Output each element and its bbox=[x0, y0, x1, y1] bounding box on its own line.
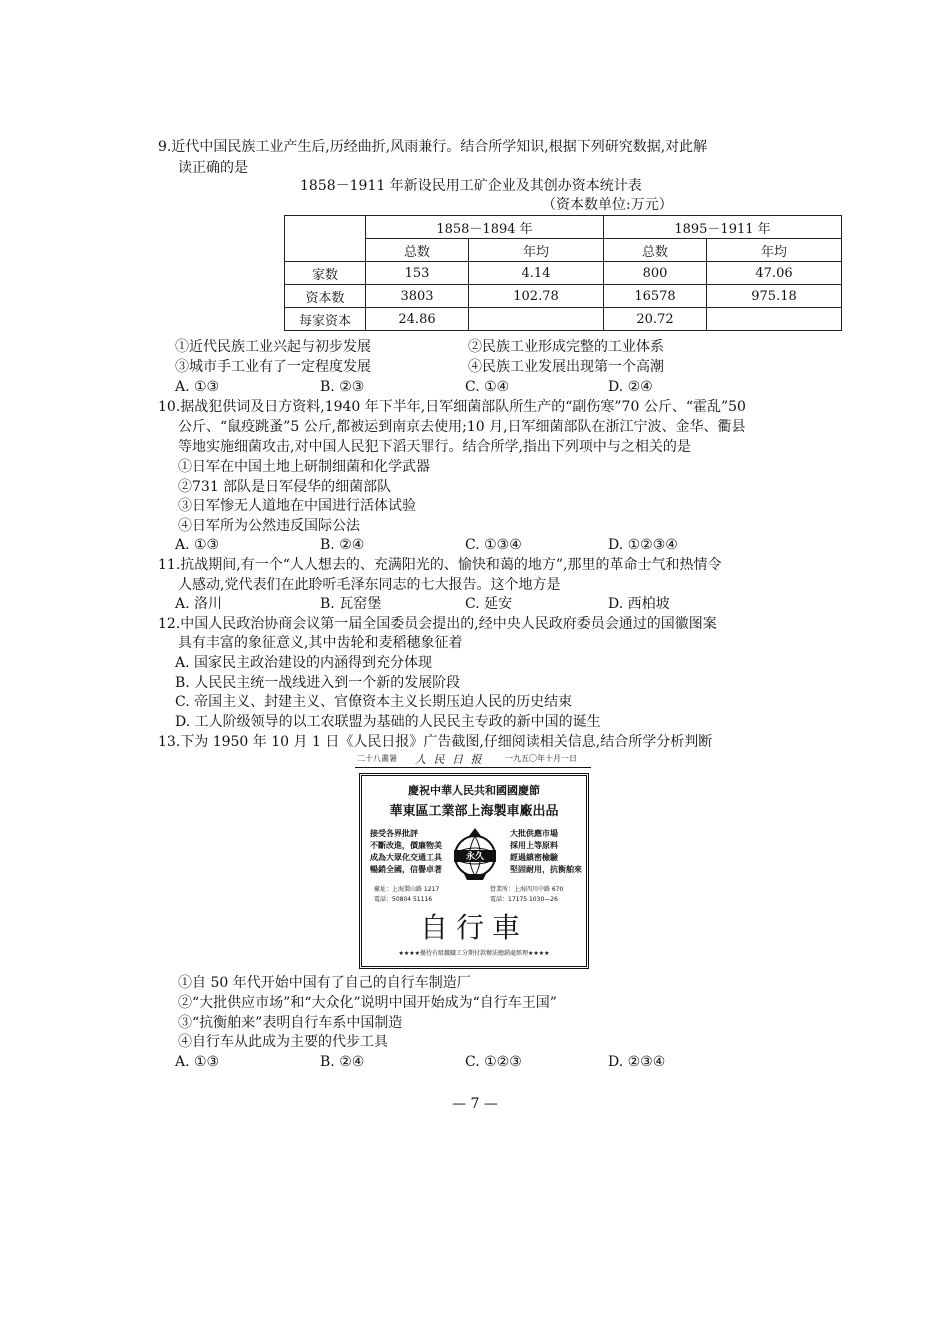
table-cell bbox=[707, 308, 842, 331]
table-cell: 3803 bbox=[366, 285, 469, 308]
ad-line2: 華東區工業部上海製車廠出品 bbox=[389, 804, 559, 819]
table-row bbox=[285, 285, 842, 308]
q10-stem-line1: 10.据战犯供词及日方资料,1940 年下半年,日军细菌部队所生产的“副伤寒”70 公斤、“霍乱”50 bbox=[158, 399, 746, 415]
table-row bbox=[285, 216, 842, 239]
table-cell: 20.72 bbox=[604, 308, 707, 331]
table-row-label: 家数 bbox=[285, 262, 366, 285]
table-col-header: 总数 bbox=[366, 239, 469, 262]
q13-option-a: A. ①③ bbox=[175, 1054, 220, 1070]
table-cell: 800 bbox=[604, 262, 707, 285]
q10-statement-4: ④日军所为公然违反国际公法 bbox=[178, 518, 360, 534]
table-cell: 16578 bbox=[604, 285, 707, 308]
q13-statement-4: ④自行车从此成为主要的代步工具 bbox=[178, 1034, 388, 1050]
ad-footer: ★★★★優待有組織職工分期付款辦法總銷處經理★★★★ bbox=[398, 950, 550, 957]
q11-option-b: B. 瓦窑堡 bbox=[320, 596, 382, 612]
ad-right-text: 大批供應市場 bbox=[510, 829, 558, 838]
q11-option-c: C. 延安 bbox=[465, 596, 513, 612]
ad-left-text: 不斷改進，價廉物美 bbox=[370, 841, 442, 850]
ad-tel-right: 電話：17175 1030—26 bbox=[490, 896, 558, 903]
q9-statement-1: ①近代民族工业兴起与初步发展 bbox=[175, 339, 371, 355]
q9-statement-4: ④民族工业发展出现第一个高潮 bbox=[468, 359, 664, 375]
ad-addr-left: 廠址：上海製山路 1217 bbox=[374, 886, 440, 893]
ad-header-date: 一九五〇年十月一日 bbox=[505, 754, 577, 763]
table-corner bbox=[285, 216, 366, 262]
q10-stem-line3: 等地实施细菌攻击,对中国人民犯下滔天罪行。结合所学,指出下列项中与之相关的是 bbox=[178, 439, 691, 455]
q10-option-b: B. ②④ bbox=[320, 537, 365, 553]
table-row bbox=[285, 308, 842, 331]
table-cell: 4.14 bbox=[469, 262, 604, 285]
q10-option-d: D. ①②③④ bbox=[608, 537, 678, 553]
q13-statement-2: ②“大批供应市场”和“大众化”说明中国开始成为“自行车王国” bbox=[178, 995, 557, 1011]
ad-line1: 慶祝中華人民共和國國慶節 bbox=[408, 784, 540, 797]
table-row-label: 资本数 bbox=[285, 285, 366, 308]
newspaper-ad-image bbox=[355, 751, 591, 969]
q12-stem-line2: 具有丰富的象征意义,其中齿轮和麦稻穗象征着 bbox=[178, 635, 463, 651]
q10-option-a: A. ①③ bbox=[175, 537, 220, 553]
q11-stem-line2: 人感动,党代表们在此聆听毛泽东同志的七大报告。这个地方是 bbox=[178, 577, 561, 593]
table-period-header: 1858－1894 年 bbox=[366, 216, 604, 239]
q9-option-d: D. ②④ bbox=[608, 379, 653, 395]
q12-option-d: D. 工人阶级领导的以工农联盟为基础的人民民主专政的新中国的诞生 bbox=[175, 714, 601, 730]
q10-option-c: C. ①③④ bbox=[465, 537, 522, 553]
q13-statement-1: ①自 50 年代开始中国有了自己的自行车制造厂 bbox=[178, 975, 471, 991]
q9-table-unit: （资本数单位:万元） bbox=[542, 197, 673, 213]
q9-option-b: B. ②③ bbox=[320, 379, 365, 395]
ad-left-text: 成為大眾化交通工具 bbox=[370, 853, 442, 862]
q13-stem-line1: 13.下为 1950 年 10 月 1 日《人民日报》广告截图,仔细阅读相关信息,结合所学分析判断 bbox=[158, 734, 713, 750]
q12-option-c: C. 帝国主义、封建主义、官僚资本主义长期压迫人民的历史结束 bbox=[175, 694, 573, 710]
ad-header-left: 二十八畫暑 bbox=[357, 754, 397, 763]
table-row bbox=[285, 239, 842, 262]
q10-statement-3: ③日军惨无人道地在中国进行活体试验 bbox=[178, 498, 416, 514]
table-period-header: 1895－1911 年 bbox=[604, 216, 842, 239]
q9-stem-line1: 9.近代中国民族工业产生后,历经曲折,风雨兼行。结合所学知识,根据下列研究数据,对此解 bbox=[158, 139, 708, 155]
table-row bbox=[285, 262, 842, 285]
globe-emblem-icon bbox=[450, 826, 500, 882]
table-col-header: 年均 bbox=[469, 239, 604, 262]
q11-option-a: A. 洛川 bbox=[175, 596, 223, 612]
ad-right-text: 經過縝密檢驗 bbox=[510, 853, 558, 862]
q10-statement-2: ②731 部队是日军侵华的细菌部队 bbox=[178, 479, 392, 495]
table-cell: 47.06 bbox=[707, 262, 842, 285]
table-col-header: 总数 bbox=[604, 239, 707, 262]
q12-option-a: A. 国家民主政治建设的内涵得到充分体现 bbox=[175, 655, 433, 671]
q9-table-title: 1858－1911 年新设民用工矿企业及其创办资本统计表 bbox=[300, 178, 642, 194]
q11-option-d: D. 西柏坡 bbox=[608, 596, 670, 612]
q12-option-b: B. 人民民主统一战线进入到一个新的发展阶段 bbox=[175, 675, 461, 691]
q9-stats-table bbox=[284, 215, 842, 331]
table-col-header: 年均 bbox=[707, 239, 842, 262]
ad-brand: 永久 bbox=[465, 852, 485, 862]
table-cell: 102.78 bbox=[469, 285, 604, 308]
ad-addr-right: 營業所：上海四川中路 670 bbox=[490, 886, 564, 893]
ad-tel-left: 電話：50804 51116 bbox=[374, 896, 433, 903]
ad-right-text: 堅固耐用，抗衡舶來 bbox=[510, 865, 582, 874]
q9-statement-2: ②民族工业形成完整的工业体系 bbox=[468, 339, 664, 355]
q10-stem-line2: 公斤、“鼠疫跳蚤”5 公斤,都被运到南京去使用;10 月,日军细菌部队在浙江宁波、金华、衢县 bbox=[178, 419, 746, 435]
table-row-label: 每家资本 bbox=[285, 308, 366, 331]
ad-left-text: 接受各界批評 bbox=[370, 829, 418, 838]
ad-right-text: 採用上等原料 bbox=[510, 841, 558, 850]
ad-product-name: 自行車 bbox=[419, 911, 528, 944]
ad-header-paper: 人 民 日 报 bbox=[415, 753, 484, 766]
q13-option-b: B. ②④ bbox=[320, 1054, 365, 1070]
q11-stem-line1: 11.抗战期间,有一个“人人想去的、充满阳光的、愉快和蔼的地方”,那里的革命士气和热情令 bbox=[158, 557, 722, 573]
q12-stem-line1: 12.中国人民政治协商会议第一届全国委员会提出的,经中央人民政府委员会通过的国徽图案 bbox=[158, 616, 717, 632]
q9-option-a: A. ①③ bbox=[175, 379, 220, 395]
table-cell: 153 bbox=[366, 262, 469, 285]
q10-statement-1: ①日军在中国土地上研制细菌和化学武器 bbox=[178, 459, 430, 475]
q9-statement-3: ③城市手工业有了一定程度发展 bbox=[175, 359, 371, 375]
ad-left-text: 暢銷全國，信譽卓著 bbox=[370, 865, 442, 874]
q9-stem-line2: 读正确的是 bbox=[178, 160, 248, 176]
q13-option-c: C. ①②③ bbox=[465, 1054, 522, 1070]
q13-statement-3: ③“抗衡舶来”表明自行车系中国制造 bbox=[178, 1015, 403, 1031]
q13-option-d: D. ②③④ bbox=[608, 1054, 666, 1070]
table-cell: 24.86 bbox=[366, 308, 469, 331]
table-cell bbox=[469, 308, 604, 331]
ad-header-rule bbox=[355, 767, 591, 768]
table-cell: 975.18 bbox=[707, 285, 842, 308]
q9-option-c: C. ①④ bbox=[465, 379, 510, 395]
ad-frame bbox=[359, 773, 589, 969]
page-number: — 7 — bbox=[452, 1096, 498, 1112]
